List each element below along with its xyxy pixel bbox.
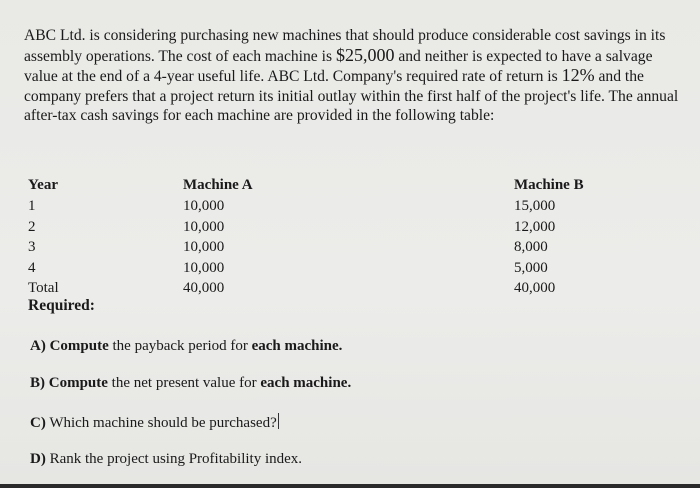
- question-b-label: B): [30, 375, 45, 391]
- year-column: [28, 174, 148, 299]
- machine-a-cell: 10,000: [183, 259, 225, 276]
- question-a-label: A): [30, 338, 46, 354]
- machine-b-cell: 12,000: [514, 218, 556, 235]
- intro-part-3: and the company prefers that a project return its initial outlay within the first half of the project's life. The annual after-tax cash savings for each machine are provided in the following table:: [24, 68, 679, 125]
- machine-b-cell: 8,000: [514, 239, 548, 255]
- machine-b-total: 40,000: [514, 280, 556, 296]
- machine-b-header: Machine B: [514, 177, 584, 193]
- question-c-text: Which machine should be purchased?: [49, 415, 277, 431]
- question-a-lead: Compute: [49, 338, 109, 354]
- machine-a-cell: 10,000: [183, 239, 225, 255]
- machine-b-column: [514, 174, 634, 299]
- text-cursor: [278, 413, 279, 429]
- question-c: [30, 413, 279, 432]
- question-b-lead: Compute: [48, 375, 108, 391]
- machine-cost: $25,000: [335, 44, 395, 65]
- question-d-label: D): [30, 451, 46, 467]
- question-a: [30, 338, 342, 355]
- question-d-text: Rank the project using Profitability index.: [49, 451, 303, 467]
- year-cell: 2: [28, 218, 36, 235]
- machine-a-column: [183, 174, 303, 299]
- intro-part-1: ABC Ltd. is considering purchasing new machines that should produce considerable cost savings in its assembly operations. The cost of each machine is: [24, 27, 666, 65]
- machine-a-cell: 10,000: [183, 198, 225, 214]
- question-d: [30, 451, 302, 468]
- machine-a-total: 40,000: [183, 280, 225, 296]
- machine-a-header: Machine A: [183, 177, 253, 193]
- question-b-tail: each machine.: [260, 375, 352, 391]
- question-b: [30, 375, 351, 392]
- year-cell: 3: [28, 239, 36, 255]
- year-header: Year: [28, 177, 58, 193]
- machine-b-cell: 15,000: [514, 198, 556, 214]
- question-a-tail: each machine.: [251, 338, 343, 354]
- required-rate: 12%: [561, 65, 595, 86]
- intro-part-2: and neither is expected to have a salvage value at the end of a 4-year useful life. ABC Ltd. Company's required rate of return is: [24, 47, 653, 86]
- machine-b-cell: 5,000: [514, 259, 548, 276]
- question-c-label: C): [30, 415, 46, 431]
- required-heading: Required:: [28, 297, 95, 314]
- machine-a-cell: 10,000: [183, 218, 225, 235]
- year-cell: 4: [28, 259, 36, 276]
- question-a-mid: the payback period for: [108, 338, 252, 354]
- year-cell: 1: [28, 198, 36, 214]
- total-label: Total: [28, 280, 59, 296]
- question-b-mid: the net present value for: [107, 375, 261, 391]
